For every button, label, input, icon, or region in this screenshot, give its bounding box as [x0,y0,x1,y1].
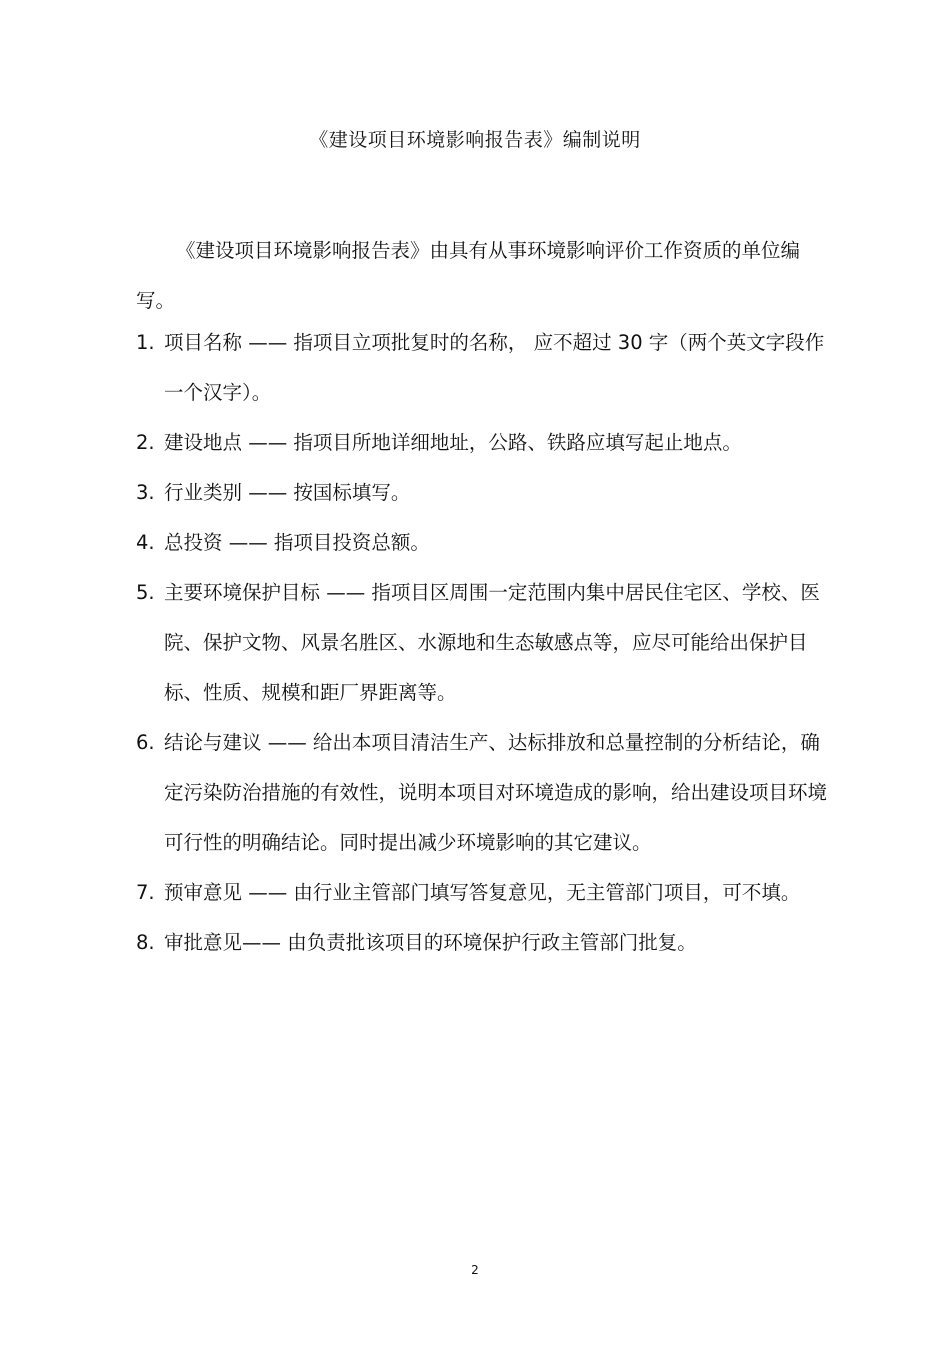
item-text: 总投资 —— 指项目投资总额。 [164,531,430,554]
list-item [136,418,836,468]
item-number: 7. [136,881,155,904]
item-number: 5. [136,581,155,604]
item-number: 3. [136,481,155,504]
list-item [136,568,836,718]
item-number: 2. [136,431,155,454]
item-text: 预审意见 —— 由行业主管部门填写答复意见，无主管部门项目，可不填。 [164,881,801,904]
list-item [136,718,836,868]
instruction-list [136,318,836,968]
page-number: 2 [471,1263,479,1277]
list-item [136,918,836,968]
item-text: 审批意见—— 由负责批该项目的环境保护行政主管部门批复。 [164,931,697,954]
list-item [136,468,836,518]
item-text: 结论与建议 —— 给出本项目清洁生产、达标排放和总量控制的分析结论，确定污染防治措施的有效性，说明本项目对环境造成的影响，给出建设项目环境可行性的明确结论。同时提出减少环境影响的其它建议。 [164,731,828,854]
intro-text: 《建设项目环境影响报告表》由具有从事环境影响评价工作资质的单位编写。 [136,239,801,312]
item-number: 8. [136,931,155,954]
item-number: 1. [136,331,155,354]
list-item [136,518,836,568]
document-title: 《建设项目环境影响报告表》编制说明 [309,129,641,151]
list-item [136,318,836,418]
item-number: 4. [136,531,155,554]
list-item [136,868,836,918]
item-text: 主要环境保护目标 —— 指项目区周围一定范围内集中居民住宅区、学校、医院、保护文物、风景名胜区、水源地和生态敏感点等，应尽可能给出保护目标、性质、规模和距厂界距离等。 [164,581,820,704]
item-text: 项目名称 —— 指项目立项批复时的名称， 应不超过 30 字（两个英文字段作一个汉字）。 [164,331,825,404]
item-number: 6. [136,731,155,754]
item-text: 行业类别 —— 按国标填写。 [164,481,411,504]
item-text: 建设地点 —— 指项目所地详细地址，公路、铁路应填写起止地点。 [164,431,742,454]
intro-paragraph [136,226,826,326]
